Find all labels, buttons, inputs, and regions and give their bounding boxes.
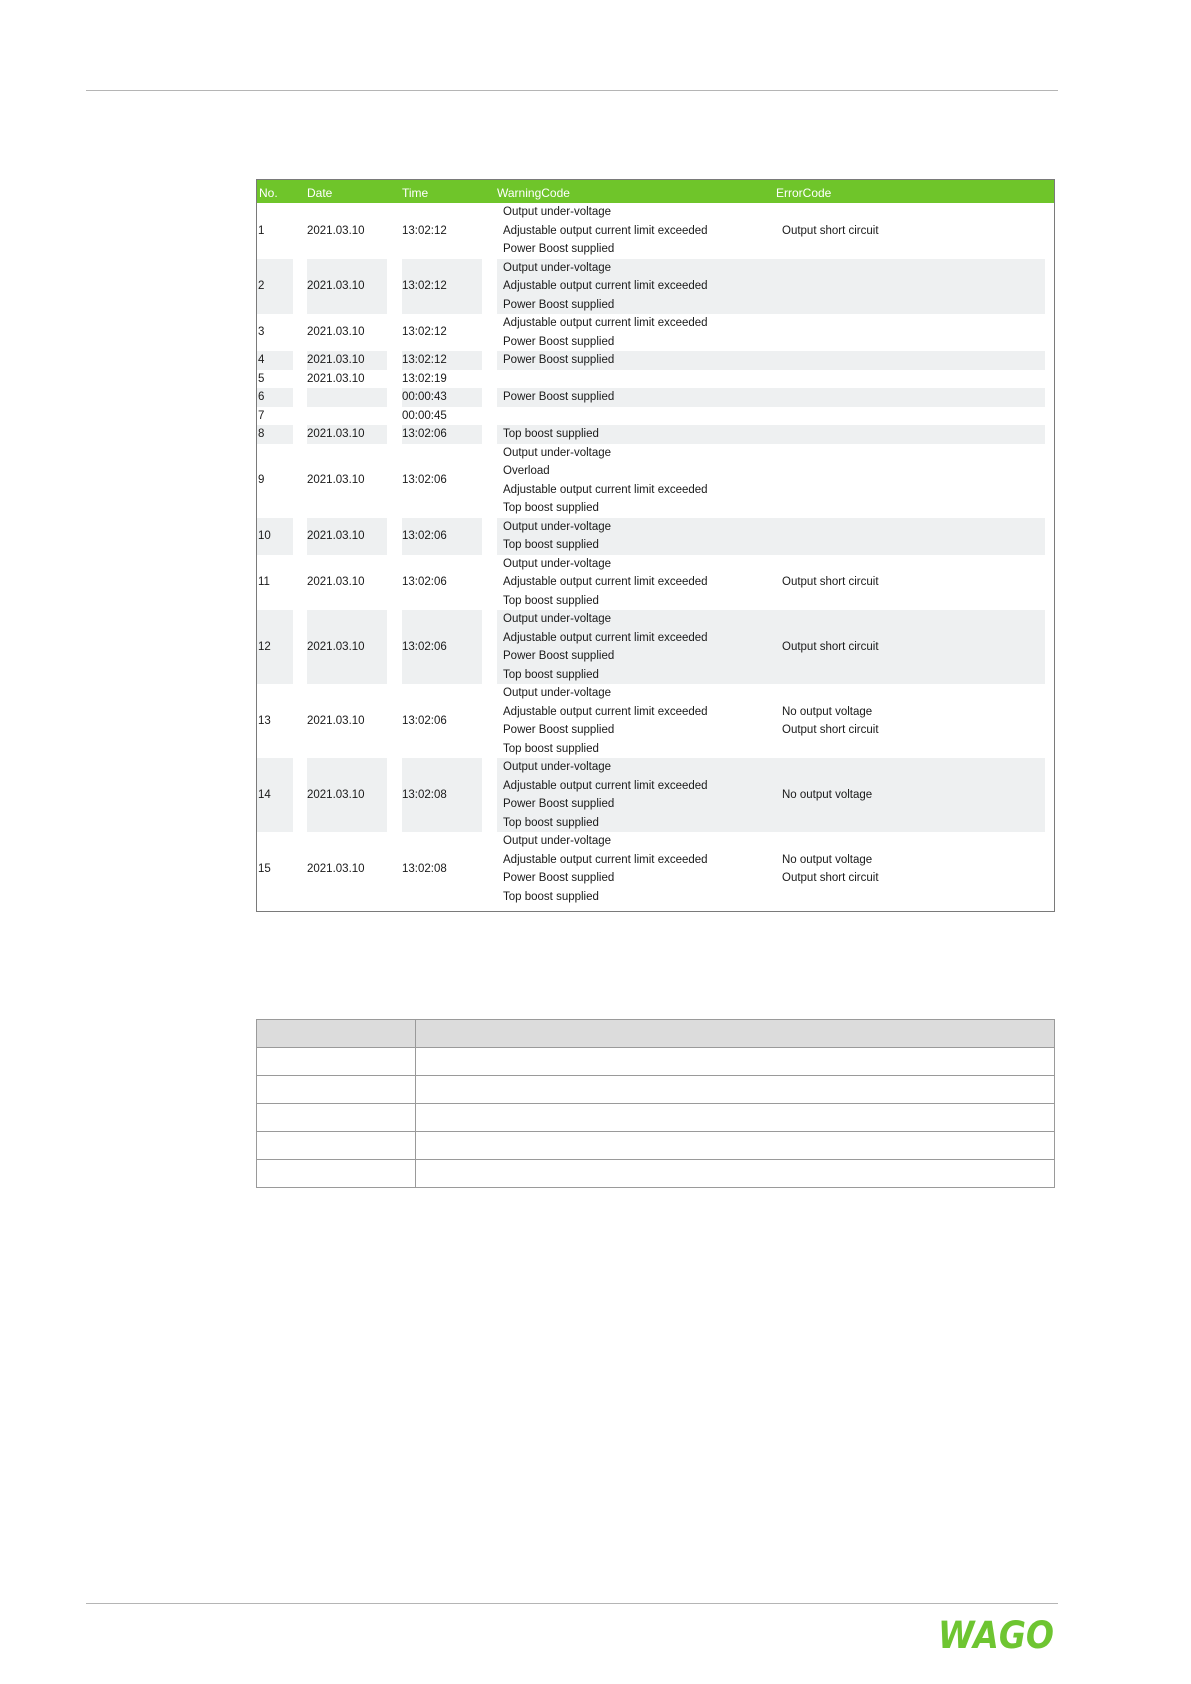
cell-warning-code-line: Top boost supplied <box>503 428 599 440</box>
cell-time-value: 13:02:12 <box>402 326 447 339</box>
cell-warning-code-line: Adjustable output current limit exceeded <box>503 779 708 792</box>
cell-no <box>257 407 293 426</box>
cell-error-code <box>776 758 1045 832</box>
cell-time-value: 00:00:43 <box>402 391 447 403</box>
cell-date-value: 2021.03.10 <box>307 529 365 542</box>
cell-time <box>402 370 482 389</box>
cell-warning-code <box>497 203 780 259</box>
cell-error-code <box>776 832 1045 906</box>
table-row <box>257 407 1054 426</box>
cell-warning-code-line: Adjustable output current limit exceeded <box>503 853 708 866</box>
column-header-date: Date <box>307 186 333 200</box>
cell-warning-code-line: Power Boost supplied <box>503 391 615 403</box>
cell-time <box>402 203 482 259</box>
cell-time-value: 13:02:12 <box>402 280 447 292</box>
cell-no <box>257 259 293 315</box>
cell-warning-code-line: Power Boost supplied <box>503 872 615 884</box>
table-row <box>257 425 1054 444</box>
cell-warning-code-line: Adjustable output current limit exceeded <box>503 631 708 644</box>
cell-no-value: 8 <box>258 428 265 440</box>
cell-error-code <box>776 444 1045 518</box>
table-row <box>257 518 1054 555</box>
event-log-table <box>256 179 1055 912</box>
cell-no-value: 15 <box>258 862 271 875</box>
cell-time <box>402 259 482 315</box>
cell-date-value: 2021.03.10 <box>307 354 365 366</box>
cell-warning-code <box>497 259 780 315</box>
cell-error-code <box>776 425 1045 444</box>
cell-error-code-line: No output voltage <box>782 788 873 801</box>
cell-no <box>257 425 293 444</box>
cell-warning-code <box>497 610 780 684</box>
cell-no <box>257 314 293 351</box>
cell-warning-code-line: Adjustable output current limit exceeded <box>503 280 708 292</box>
cell-warning-code-line: Output under-voltage <box>503 261 612 274</box>
table-row <box>257 351 1054 370</box>
cell-no-value: 3 <box>258 326 265 339</box>
cell-no-value: 1 <box>258 224 265 237</box>
cell-warning-code-line: Overload <box>503 465 550 477</box>
cell-date <box>307 832 387 906</box>
cell-time-value: 13:02:08 <box>402 862 447 875</box>
cell-no-value: 11 <box>258 576 270 588</box>
cell-date-value: 2021.03.10 <box>307 372 365 385</box>
cell-no <box>257 444 293 518</box>
cell-warning-code-line: Output under-voltage <box>503 446 612 459</box>
table-row <box>257 555 1054 611</box>
cell-warning-code <box>497 407 780 426</box>
cell-warning-code-line: Output under-voltage <box>503 206 612 218</box>
table-row <box>257 1104 1055 1132</box>
table-row <box>257 1076 1055 1104</box>
cell-error-code <box>776 370 1045 389</box>
cell-time-value: 13:02:06 <box>402 428 447 440</box>
cell-date <box>307 444 387 518</box>
cell-warning-code-line: Output under-voltage <box>503 557 612 570</box>
cell-time-value: 13:02:06 <box>402 474 447 487</box>
cell-time <box>402 555 482 611</box>
cell-time <box>402 832 482 906</box>
cell-error-code <box>776 351 1045 370</box>
cell-warning-code-line: Top boost supplied <box>503 668 599 681</box>
cell-date-value: 2021.03.10 <box>307 862 365 875</box>
cell-no <box>257 758 293 832</box>
cell-error-code <box>776 518 1045 555</box>
table-row <box>257 1048 1055 1076</box>
cell-warning-code-line: Power Boost supplied <box>503 243 615 255</box>
cell-warning-code-line: Adjustable output current limit exceeded <box>503 483 708 496</box>
cell-warning-code <box>497 370 780 389</box>
cell-no-value: 14 <box>258 788 271 801</box>
cell-time-value: 13:02:06 <box>402 529 447 542</box>
cell-date <box>307 684 387 758</box>
cell-warning-code-line: Power Boost supplied <box>503 650 615 662</box>
cell-error-code-line: Output short circuit <box>782 576 879 588</box>
table-row <box>257 444 1054 518</box>
cell-time <box>402 444 482 518</box>
cell-error-code-line: Output short circuit <box>782 872 879 884</box>
cell-no-value: 10 <box>258 529 271 542</box>
cell-no <box>257 351 293 370</box>
cell-no <box>257 370 293 389</box>
cell-warning-code-line: Top boost supplied <box>503 890 599 903</box>
table-row <box>257 1132 1055 1160</box>
cell-time-value: 13:02:06 <box>402 640 447 653</box>
cell-warning-code-line: Output under-voltage <box>503 613 612 625</box>
cell-warning-code <box>497 684 780 758</box>
cell-warning-code-line: Top boost supplied <box>503 539 599 551</box>
cell-time-value: 13:02:12 <box>402 354 447 366</box>
table-row <box>257 1160 1055 1188</box>
cell-date-value: 2021.03.10 <box>307 428 365 440</box>
cell-error-code-line: Output short circuit <box>782 724 879 736</box>
cell-error-code <box>776 407 1045 426</box>
cell-warning-code <box>497 425 780 444</box>
cell-date <box>307 518 387 555</box>
cell-warning-code-line: Power Boost supplied <box>503 298 615 311</box>
table-row <box>257 832 1054 906</box>
cell-warning-code <box>497 518 780 555</box>
cell-date <box>307 425 387 444</box>
column-header-no: No. <box>259 186 278 200</box>
cell-date <box>307 610 387 684</box>
cell-no <box>257 388 293 407</box>
table-row <box>257 610 1054 684</box>
cell-warning-code-line: Adjustable output current limit exceeded <box>503 317 708 329</box>
cell-no-value: 12 <box>258 640 271 653</box>
cell-warning-code <box>497 444 780 518</box>
cell-date <box>307 388 387 407</box>
cell-no-value: 13 <box>258 714 271 727</box>
cell-error-code <box>776 203 1045 259</box>
cell-error-code-line: No output voltage <box>782 853 873 866</box>
cell-warning-code-line: Output under-voltage <box>503 835 612 847</box>
wago-logo-text: WAGO <box>938 1614 1054 1654</box>
cell-error-code-line: Output short circuit <box>782 640 879 653</box>
cell-no <box>257 518 293 555</box>
cell-warning-code-line: Top boost supplied <box>503 502 599 514</box>
cell-warning-code <box>497 555 780 611</box>
cell-warning-code <box>497 388 780 407</box>
cell-no <box>257 555 293 611</box>
cell-time <box>402 518 482 555</box>
table-row <box>257 388 1054 407</box>
table-row <box>257 259 1054 315</box>
blank-table <box>256 1019 1055 1188</box>
table-row <box>257 758 1054 832</box>
cell-time <box>402 351 482 370</box>
cell-no <box>257 684 293 758</box>
cell-warning-code-line: Top boost supplied <box>503 594 599 607</box>
cell-warning-code-line: Power Boost supplied <box>503 798 615 810</box>
cell-error-code-line: Output short circuit <box>782 224 879 237</box>
cell-no-value: 5 <box>258 372 265 385</box>
column-header-warning-code: WarningCode <box>497 186 570 200</box>
cell-date-value: 2021.03.10 <box>307 224 365 237</box>
cell-date-value: 2021.03.10 <box>307 576 365 588</box>
cell-warning-code-line: Top boost supplied <box>503 816 599 829</box>
cell-date <box>307 351 387 370</box>
cell-date <box>307 259 387 315</box>
cell-warning-code <box>497 832 780 906</box>
cell-warning-code-line: Output under-voltage <box>503 761 612 773</box>
cell-time-value: 13:02:06 <box>402 714 447 727</box>
cell-error-code <box>776 555 1045 611</box>
column-header-error-code: ErrorCode <box>776 186 832 200</box>
cell-no-value: 4 <box>258 354 265 366</box>
cell-no-value: 9 <box>258 474 265 487</box>
cell-no <box>257 832 293 906</box>
blank-table-header <box>257 1020 1055 1048</box>
cell-date <box>307 370 387 389</box>
table-row <box>257 370 1054 389</box>
cell-time-value: 13:02:08 <box>402 788 447 801</box>
footer-rule <box>86 1603 1058 1604</box>
cell-no <box>257 203 293 259</box>
cell-no-value: 2 <box>258 280 265 292</box>
cell-time <box>402 684 482 758</box>
cell-warning-code-line: Adjustable output current limit exceeded <box>503 224 708 237</box>
cell-date <box>307 555 387 611</box>
cell-time <box>402 388 482 407</box>
cell-date <box>307 407 387 426</box>
cell-warning-code-line: Output under-voltage <box>503 687 612 699</box>
table-row <box>257 684 1054 758</box>
cell-no-value: 7 <box>258 409 265 422</box>
cell-date-value: 2021.03.10 <box>307 474 365 487</box>
cell-warning-code-line: Power Boost supplied <box>503 354 615 366</box>
event-log-header <box>257 180 1054 203</box>
cell-warning-code-line: Power Boost supplied <box>503 335 615 348</box>
header-rule <box>86 90 1058 91</box>
cell-date <box>307 314 387 351</box>
cell-no <box>257 610 293 684</box>
cell-warning-code-line: Output under-voltage <box>503 520 612 533</box>
cell-time-value: 13:02:12 <box>402 224 447 237</box>
cell-time-value: 00:00:45 <box>402 409 447 422</box>
cell-time <box>402 425 482 444</box>
cell-date-value: 2021.03.10 <box>307 640 365 653</box>
cell-date-value: 2021.03.10 <box>307 280 365 292</box>
cell-date <box>307 203 387 259</box>
cell-warning-code-line: Adjustable output current limit exceeded <box>503 576 708 588</box>
cell-time-value: 13:02:19 <box>402 372 447 385</box>
cell-warning-code <box>497 351 780 370</box>
cell-time-value: 13:02:06 <box>402 576 447 588</box>
table-row <box>257 203 1054 259</box>
cell-warning-code <box>497 758 780 832</box>
cell-time <box>402 314 482 351</box>
cell-time <box>402 758 482 832</box>
wago-logo-icon <box>938 1614 1056 1654</box>
cell-time <box>402 407 482 426</box>
cell-error-code <box>776 388 1045 407</box>
cell-no-value: 6 <box>258 391 265 403</box>
cell-error-code-line: No output voltage <box>782 705 873 718</box>
cell-warning-code-line: Power Boost supplied <box>503 724 615 736</box>
cell-warning-code <box>497 314 780 351</box>
cell-error-code <box>776 314 1045 351</box>
cell-date-value: 2021.03.10 <box>307 714 365 727</box>
column-header-time: Time <box>402 186 429 200</box>
cell-date-value: 2021.03.10 <box>307 326 365 339</box>
cell-warning-code-line: Top boost supplied <box>503 742 599 755</box>
cell-error-code <box>776 259 1045 315</box>
cell-error-code <box>776 610 1045 684</box>
cell-date <box>307 758 387 832</box>
table-row <box>257 314 1054 351</box>
cell-error-code <box>776 684 1045 758</box>
cell-time <box>402 610 482 684</box>
cell-warning-code-line: Adjustable output current limit exceeded <box>503 705 708 718</box>
cell-date-value: 2021.03.10 <box>307 788 365 801</box>
